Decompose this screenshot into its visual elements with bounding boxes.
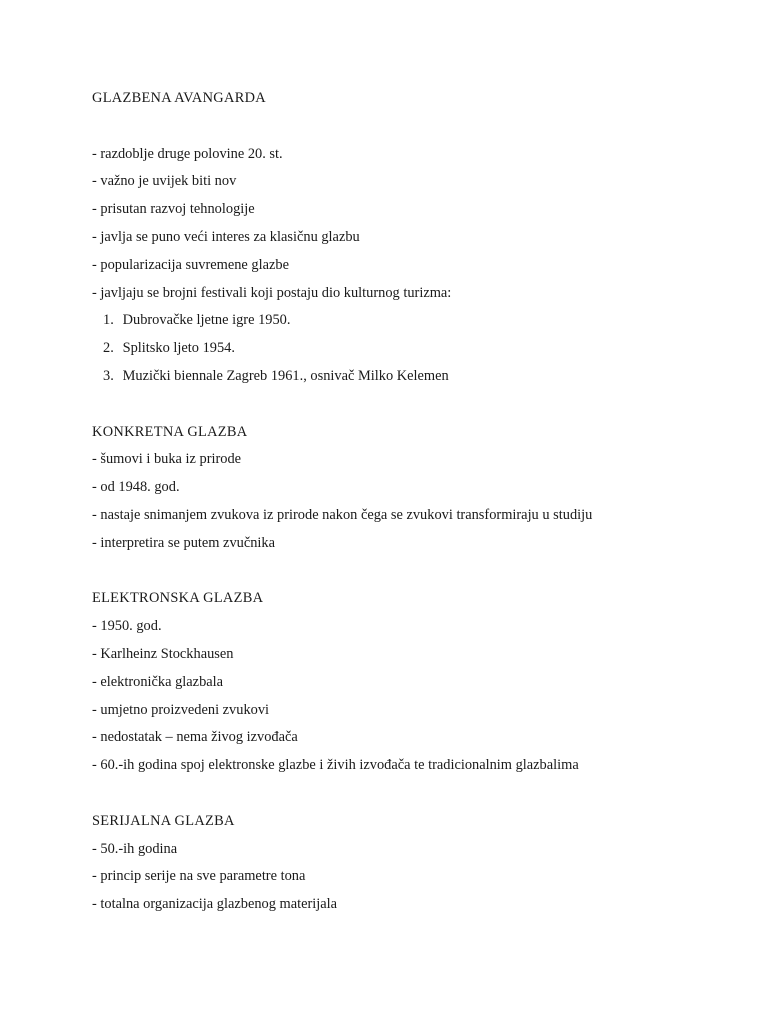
numbered-item [92, 335, 768, 363]
list-item: - razdoblje druge polovine 20. st. [92, 145, 283, 162]
item-text: Splitsko ljeto 1954. [122, 340, 235, 357]
section-heading: SERIJALNA GLAZBA [92, 812, 235, 829]
list-item: - nastaje snimanjem zvukova iz prirode nakon čega se zvukovi transformiraju u studiju [92, 506, 593, 523]
list-item: - totalna organizacija glazbenog materijala [92, 896, 338, 913]
spacer [92, 391, 768, 419]
list-item: - umjetno proizvedeni zvukovi [92, 701, 270, 718]
list-item: - od 1948. god. [92, 479, 180, 496]
list-item: - 60.-ih godina spoj elektronske glazbe i živih izvođača te tradicionalnim glazbalima [92, 757, 579, 774]
list-item: - prisutan razvoj tehnologije [92, 201, 255, 218]
list-item: - javljaju se brojni festivali koji postaju dio kulturnog turizma: [92, 284, 452, 301]
section-heading: GLAZBENA AVANGARDA [92, 90, 266, 106]
item-text: Dubrovačke ljetne igre 1950. [122, 312, 291, 329]
list-item: - važno je uvijek biti nov [92, 173, 237, 190]
list-item: - nedostatak – nema živog izvođača [92, 729, 298, 746]
spacer [92, 780, 768, 808]
section-heading: ELEKTRONSKA GLAZBA [92, 590, 264, 607]
numbered-item [92, 363, 768, 391]
item-text: Muzički biennale Zagreb 1961., osnivač Milko Kelemen [122, 367, 449, 384]
item-number: 3. [103, 367, 114, 384]
list-item: - 50.-ih godina [92, 840, 178, 857]
list-item: - javlja se puno veći interes za klasičnu glazbu [92, 228, 360, 245]
spacer [92, 113, 768, 141]
list-item: - popularizacija suvremene glazbe [92, 256, 289, 273]
list-item: - 1950. god. [92, 618, 162, 635]
item-number: 2. [103, 340, 114, 357]
section-heading: KONKRETNA GLAZBA [92, 423, 248, 440]
list-item: - princip serije na sve parametre tona [92, 868, 306, 885]
list-item: - Karlheinz Stockhausen [92, 645, 234, 662]
list-item: - šumovi i buka iz prirode [92, 451, 242, 468]
numbered-item [92, 307, 768, 335]
list-item: - interpretira se putem zvučnika [92, 534, 276, 551]
spacer [92, 558, 768, 586]
list-item: - elektronička glazbala [92, 673, 224, 690]
item-number: 1. [103, 312, 114, 329]
